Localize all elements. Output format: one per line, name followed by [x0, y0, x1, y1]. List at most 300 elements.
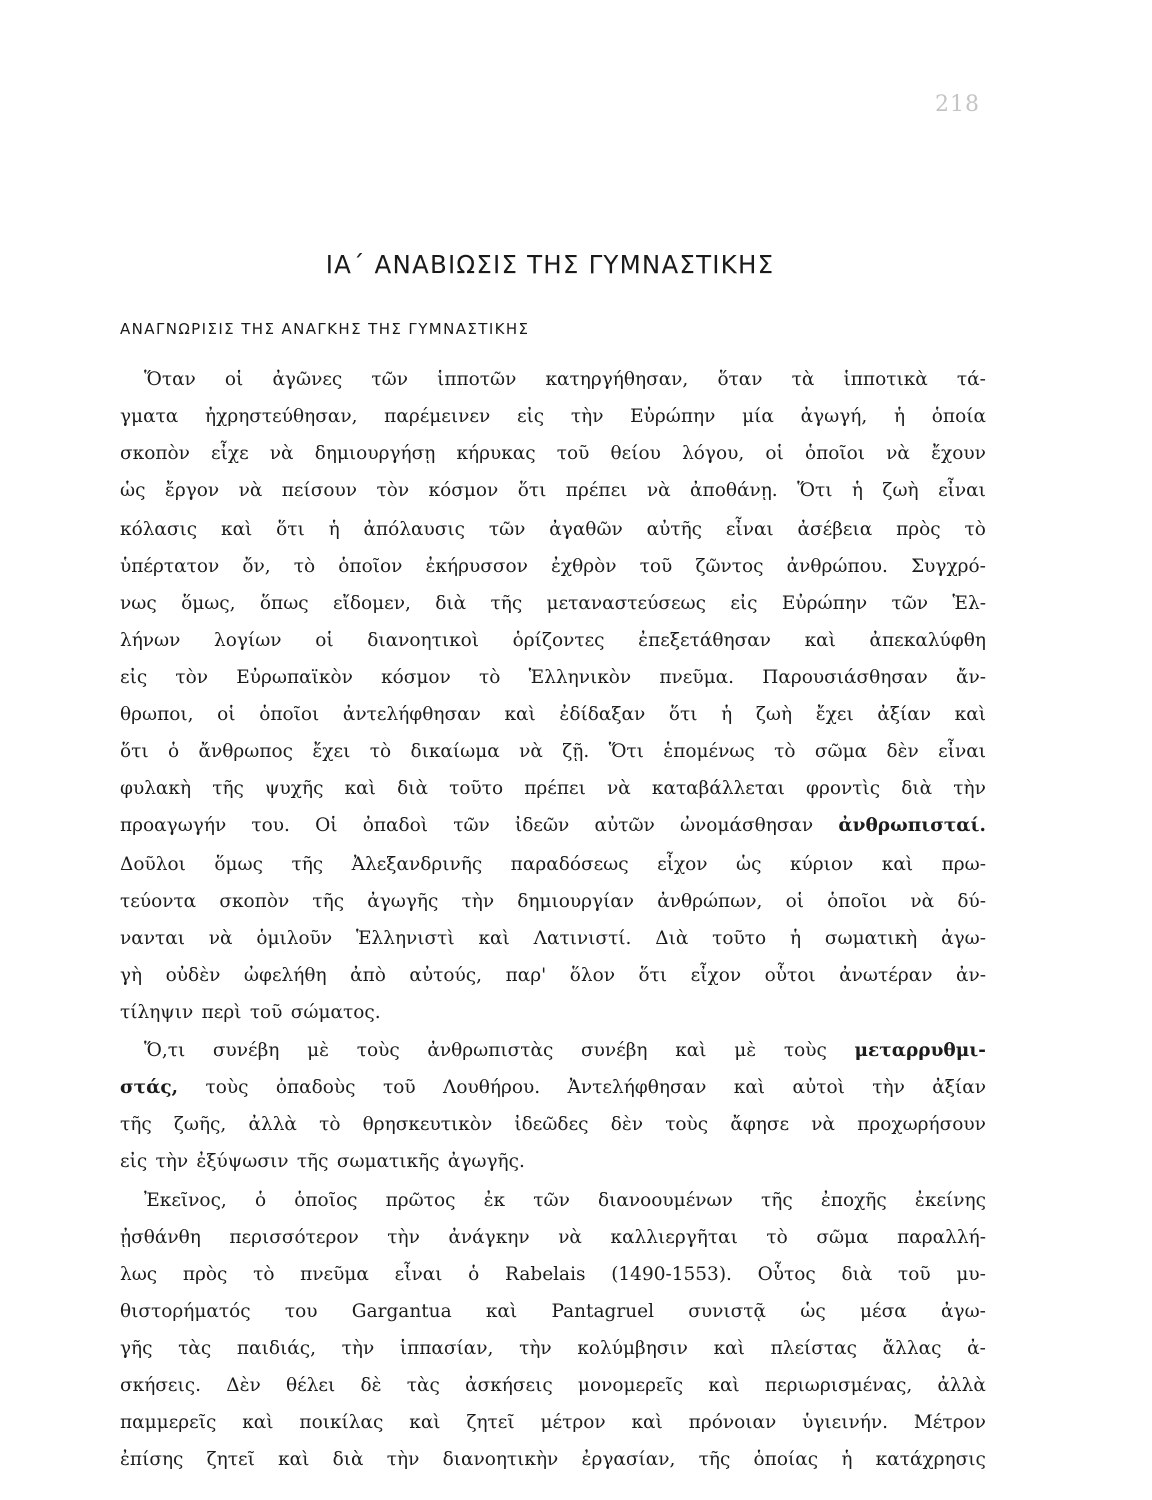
word: ἔχει: [312, 741, 351, 762]
text-line: [120, 1409, 986, 1437]
word: διὰ: [841, 1264, 873, 1285]
word: (1490-1553).: [611, 1264, 732, 1285]
word: κύριον: [789, 854, 854, 875]
word: ἐκήρυσσον: [425, 556, 528, 577]
word: ἠχρηστεύθησαν,: [205, 406, 358, 427]
word: μὲ: [307, 1040, 330, 1061]
word: τοῦ: [556, 443, 590, 464]
word: τῆς: [761, 1190, 793, 1211]
word: ᾐσθάνθη: [120, 1227, 201, 1248]
word: θέλει: [285, 1375, 336, 1396]
text-line: [120, 1298, 986, 1326]
word: ἀπεκαλύφθη: [869, 630, 986, 651]
word: τῆς: [296, 1151, 329, 1172]
word: εἶναι: [938, 480, 986, 501]
word: ὅταν: [717, 369, 763, 390]
word: σκοπὸν: [219, 891, 290, 912]
word: νὰ: [238, 480, 263, 501]
word: Διὰ: [655, 928, 689, 949]
word: ἱπποτῶν: [437, 369, 517, 390]
word: γὴ: [120, 965, 143, 986]
word: ὄν,: [242, 556, 271, 577]
word: παμμερεῖς: [120, 1412, 217, 1433]
word: ἀντελήφθησαν: [342, 704, 481, 725]
word: ἰδεῶδες: [514, 1114, 589, 1135]
word: Ὅταν: [144, 369, 196, 390]
word: τὴν: [570, 406, 604, 427]
word: ποικίλας: [299, 1412, 384, 1433]
emphasized-word: ἀνθρωπισταί.: [838, 815, 986, 836]
word: τῆς: [312, 891, 345, 912]
word: τὸν: [175, 667, 209, 688]
word: ἡ: [328, 519, 340, 540]
word: ψυχῆς: [265, 778, 324, 799]
word: λήνων: [120, 630, 181, 651]
word: ὅλον: [569, 965, 615, 986]
word: τοῦ: [382, 1077, 416, 1098]
emphasized-word: μεταρρυθμι-: [854, 1040, 986, 1061]
word: γῆς: [120, 1338, 153, 1359]
word: δὲν: [886, 741, 919, 762]
word: τῶν: [453, 815, 490, 836]
word: ἀγῶνες: [272, 369, 343, 390]
word: κόσμον: [381, 667, 451, 688]
text-line: [144, 1037, 986, 1065]
text-line: [120, 516, 986, 544]
word: του: [284, 1301, 318, 1322]
word: παραδόσεως: [510, 854, 629, 875]
text-line: [120, 590, 986, 618]
word: τὸ: [253, 1264, 275, 1285]
word: ζωὴ: [882, 480, 919, 501]
word: διὰ: [435, 593, 467, 614]
word: σῶμα: [816, 1227, 869, 1248]
word: καὶ: [881, 854, 914, 875]
word: καὶ: [485, 1301, 518, 1322]
word: εἴδομεν,: [333, 593, 411, 614]
word: διανοητικὴν: [442, 1449, 559, 1470]
word: μία: [742, 406, 774, 427]
word: εἰς: [120, 1151, 148, 1172]
word: μονομερεῖς: [577, 1375, 684, 1396]
word: εἶναι: [725, 519, 774, 540]
word: καὶ: [631, 1412, 663, 1433]
word: ἐχθρὸν: [550, 556, 617, 577]
word: ὑγιεινήν.: [802, 1412, 888, 1433]
word: ἡ: [789, 928, 802, 949]
word: ζητεῖ: [466, 1412, 515, 1433]
word: πρὸς: [182, 1264, 228, 1285]
word: τῆς: [291, 854, 324, 875]
word: ὁρίζοντες: [512, 630, 605, 651]
word: ὅτι: [120, 741, 149, 762]
word: ὁποία: [931, 406, 986, 427]
word: κατάχρησις: [875, 1449, 986, 1470]
word: τῶν: [891, 593, 929, 614]
word: ἀσκήσεις: [465, 1375, 553, 1396]
text-line: [120, 999, 986, 1027]
word: τίληψιν: [120, 1002, 194, 1023]
word: ὅτι: [517, 480, 547, 501]
word: οἱ: [315, 630, 334, 651]
word: πρέπει: [524, 778, 586, 799]
word: ἀξίαν: [877, 704, 932, 725]
word: ἀγω-: [941, 928, 986, 949]
word: νανται: [120, 928, 185, 949]
word: ἐπίσης: [120, 1449, 184, 1470]
word: γματα: [120, 406, 179, 427]
word: ἀγω-: [941, 1301, 986, 1322]
word: δημιουργίαν: [517, 891, 635, 912]
word: του.: [251, 815, 290, 836]
word: καὶ: [344, 778, 376, 799]
word: τὴν: [386, 1449, 420, 1470]
word: ὀπαδοὶ: [362, 815, 429, 836]
text-line: [120, 962, 986, 990]
word: ἀγωγῆς.: [447, 1151, 525, 1172]
word: ἐκ: [483, 1190, 506, 1211]
word: οἱ: [765, 443, 784, 464]
word: τῶν: [371, 369, 408, 390]
word: ἀνθρωπιστὰς: [427, 1040, 554, 1061]
word: Ἐκεῖνος,: [144, 1190, 227, 1211]
word: Λατινιστί.: [533, 928, 632, 949]
word: εἶχον: [690, 965, 742, 986]
word: καλλιεργῆται: [610, 1227, 738, 1248]
word: ἀλλὰ: [248, 1114, 297, 1135]
word: μὲ: [734, 1040, 757, 1061]
word: πείσουν: [281, 480, 358, 501]
word: τὸ: [774, 741, 796, 762]
word: Εὐρωπαϊκὸν: [236, 667, 353, 688]
word: νως: [120, 593, 157, 614]
word: Ὅτι: [797, 480, 833, 501]
word: πρόνοιαν: [688, 1412, 777, 1433]
word: λόγου,: [682, 443, 745, 464]
word: περὶ: [201, 1002, 242, 1023]
word: ἀνθρώπων,: [657, 891, 763, 912]
text-line: [120, 1446, 986, 1474]
word: θρωποι,: [120, 704, 194, 725]
word: τά-: [956, 369, 986, 390]
word: καὶ: [278, 1449, 310, 1470]
word: ἄνθρωπος: [198, 741, 293, 762]
word: ὠφελήθη: [243, 965, 327, 986]
word: καὶ: [954, 704, 986, 725]
word: εἶχον: [657, 854, 708, 875]
word: ἡ: [721, 704, 733, 725]
word: ὑπέρτατον: [120, 556, 220, 577]
word: σωματικῆς: [336, 1151, 440, 1172]
word: συνέβη: [212, 1040, 280, 1061]
word: ὅμως: [214, 854, 263, 875]
word: μέσα: [860, 1301, 907, 1322]
word: Λουθήρου.: [443, 1077, 541, 1098]
word: Συγχρό-: [911, 556, 986, 577]
word: τῆς: [120, 1114, 152, 1135]
word: τῶν: [533, 1190, 570, 1211]
word: ἔργον: [164, 480, 220, 501]
word: προαγωγήν: [120, 815, 227, 836]
word: Μέτρον: [913, 1412, 986, 1433]
word: ἐποχῆς: [820, 1190, 887, 1211]
word: ὅμως,: [181, 593, 236, 614]
word: ἄφησε: [730, 1114, 790, 1135]
word: κολύμβησιν: [577, 1338, 688, 1359]
word: ἀξίαν: [932, 1077, 986, 1098]
word: τὸ: [369, 741, 392, 762]
text-line: [120, 888, 986, 916]
word: κόλασις: [120, 519, 198, 540]
word: καὶ: [478, 928, 510, 949]
word: ὁ: [168, 741, 180, 762]
word: καταβάλλεται: [651, 778, 785, 799]
emphasized-word: στάς,: [120, 1077, 179, 1098]
word: ὡς: [736, 854, 762, 875]
word: ὅτι: [276, 519, 305, 540]
word: αὐτῆς: [646, 519, 703, 540]
word: καὶ: [675, 1040, 707, 1061]
word: αὐτῶν: [594, 815, 655, 836]
word: Ἑλ-: [952, 593, 986, 614]
word: καὶ: [504, 704, 536, 725]
text-line: [120, 1335, 986, 1363]
word: ἀπὸ: [350, 965, 386, 986]
word: ἐργασίαν,: [581, 1449, 676, 1470]
word: τὰς: [178, 1338, 212, 1359]
word: τὴν: [953, 778, 986, 799]
text-line: [120, 1148, 986, 1176]
word: νὰ: [269, 443, 294, 464]
word: φυλακὴ: [120, 778, 192, 799]
word: περιωρισμένας,: [764, 1375, 913, 1396]
word: Ἀλεξανδρινῆς: [351, 854, 483, 875]
word: πρω-: [941, 854, 986, 875]
word: συνιστᾷ: [688, 1301, 767, 1322]
word: πνεῦμα.: [659, 667, 735, 688]
word: διὰ: [397, 778, 428, 799]
word: τὸ: [319, 1114, 341, 1135]
word: τῶν: [488, 519, 526, 540]
word: τὴν: [341, 1338, 375, 1359]
word: διανοητικοὶ: [367, 630, 480, 651]
word: ὡς: [120, 480, 146, 501]
word: τὸ: [479, 667, 501, 688]
word: ἀνθρώπου.: [786, 556, 888, 577]
text-line: [144, 1187, 986, 1215]
word: ζῶντος: [695, 556, 764, 577]
word: παρέμεινεν: [384, 406, 491, 427]
word: Ἑλληνιστὶ: [355, 928, 455, 949]
word: εἰς: [120, 667, 148, 688]
word: ἀπόλαυσις: [363, 519, 466, 540]
word: Gargantua: [351, 1301, 452, 1322]
text-line: [120, 925, 986, 953]
word: ὁμιλοῦν: [256, 928, 333, 949]
word: διὰ: [901, 778, 933, 799]
word: κατηργήθησαν,: [545, 369, 689, 390]
word: οἱ: [224, 369, 244, 390]
word: θείου: [610, 443, 661, 464]
word: εἰς: [730, 593, 758, 614]
word: ὡς: [800, 1301, 826, 1322]
word: ὀπαδοὺς: [275, 1077, 356, 1098]
word: ἐπεξετάθησαν: [638, 630, 771, 651]
section-title: ΑΝΑΓΝΩΡΙΣΙΣ ΤΗΣ ΑΝΑΓΚΗΣ ΤΗΣ ΓΥΜΝΑΣΤΙΚΗΣ: [120, 320, 530, 338]
word: δὲ: [360, 1375, 382, 1396]
word: ἀσέβεια: [797, 519, 873, 540]
word: καὶ: [733, 1077, 766, 1098]
word: ἰδεῶν: [514, 815, 570, 836]
word: προχωρήσουν: [857, 1114, 986, 1135]
word: τοὺς: [783, 1040, 827, 1061]
word: Δοῦλοι: [120, 854, 186, 875]
word: Οὗτος: [757, 1264, 816, 1285]
word: καὶ: [242, 1412, 274, 1433]
word: πνεῦμα: [300, 1264, 369, 1285]
word: ζητεῖ: [206, 1449, 255, 1470]
word: ἄν-: [955, 667, 986, 688]
word: παρ': [505, 965, 547, 986]
word: ἐξύψωσιν: [196, 1151, 289, 1172]
word: κήρυκας: [456, 443, 536, 464]
text-line: [120, 627, 986, 655]
word: ἡ: [851, 480, 863, 501]
word: οἱ: [217, 704, 236, 725]
word: τὸ: [293, 556, 316, 577]
word: διανοουμένων: [598, 1190, 733, 1211]
word: αὐτοὶ: [792, 1077, 845, 1098]
word: νὰ: [811, 1114, 836, 1135]
word: τὸν: [376, 480, 410, 501]
word: τὰς: [406, 1375, 440, 1396]
word: δύ-: [957, 891, 986, 912]
word: νὰ: [886, 443, 910, 464]
word: ὁποῖοι: [804, 443, 866, 464]
word: ἐκείνης: [914, 1190, 986, 1211]
word: ἡ: [841, 1449, 853, 1470]
word: οὗτοι: [764, 965, 816, 986]
word: τοὺς: [356, 1040, 400, 1061]
word: ὁποῖος: [294, 1190, 358, 1211]
word: Ἑλληνικὸν: [528, 667, 632, 688]
word: τὴν: [519, 1338, 552, 1359]
word: νὰ: [646, 480, 671, 501]
text-line: [120, 403, 986, 431]
word: τοῦ: [898, 1264, 931, 1285]
word: καὶ: [713, 1338, 745, 1359]
word: ἀλλὰ: [937, 1375, 986, 1396]
word: νὰ: [910, 891, 935, 912]
word: παραλλή-: [897, 1227, 986, 1248]
word: τὰ: [791, 369, 815, 390]
word: ἔχει: [815, 704, 854, 725]
word: τῆς: [490, 593, 523, 614]
word: δὲν: [610, 1114, 644, 1135]
word: σκοπὸν: [120, 443, 190, 464]
word: τοῦτο: [449, 778, 504, 799]
word: θρησκευτικὸν: [362, 1114, 493, 1135]
word: λογίων: [214, 630, 282, 651]
word: νὰ: [519, 741, 543, 762]
word: ἀνάγκην: [448, 1227, 530, 1248]
word: Παρουσιάσθησαν: [762, 667, 928, 688]
word: ὁποῖον: [338, 556, 403, 577]
word: ζωῆς,: [173, 1114, 227, 1135]
text-line: [120, 701, 986, 729]
word: Εὐρώπην: [781, 593, 868, 614]
word: ὅπως: [259, 593, 309, 614]
word: τὴν: [155, 1151, 189, 1172]
word: ἐδίδαξαν: [559, 704, 646, 725]
word: ὠνομάσθησαν: [679, 815, 814, 836]
word: Pantagruel: [551, 1301, 654, 1322]
word: νὰ: [607, 778, 631, 799]
word: καὶ: [804, 630, 836, 651]
word: τὴν: [387, 1227, 420, 1248]
word: εἶναι: [938, 741, 986, 762]
word: τὸ: [964, 519, 986, 540]
word: Ὅτι: [608, 741, 644, 762]
word: μέτρον: [540, 1412, 606, 1433]
word: Ἀντελήφθησαν: [567, 1077, 707, 1098]
word: ἔχουν: [931, 443, 986, 464]
word: Οἱ: [315, 815, 338, 836]
word: ὁποῖοι: [259, 704, 320, 725]
word: ὁποίας: [753, 1449, 819, 1470]
text-line: [120, 812, 986, 840]
text-line: [120, 1224, 986, 1252]
word: ὁ: [468, 1264, 480, 1285]
word: σωματικὴ: [824, 928, 918, 949]
word: Εὐρώπην: [630, 406, 716, 427]
text-line: [120, 1074, 986, 1102]
chapter-title: ΙΑ΄ ΑΝΑΒΙΩΣΙΣ ΤΗΣ ΓΥΜΝΑΣΤΙΚΗΣ: [325, 250, 775, 279]
word: ἀγωγή,: [800, 406, 868, 427]
word: οὐδὲν: [165, 965, 221, 986]
word: συνέβη: [581, 1040, 648, 1061]
word: τοὺς: [665, 1114, 709, 1135]
word: τῆς: [212, 778, 244, 799]
word: εἶχε: [211, 443, 249, 464]
word: δημιουργήσῃ: [314, 443, 436, 464]
word: οἱ: [785, 891, 804, 912]
word: λως: [120, 1264, 158, 1285]
word: ἀγαθῶν: [549, 519, 623, 540]
word: φροντὶς: [806, 778, 881, 799]
word: νὰ: [208, 928, 233, 949]
word: ἀγωγῆς: [367, 891, 439, 912]
word: καὶ: [708, 1375, 740, 1396]
word: δικαίωμα: [410, 741, 500, 762]
word: ἀποθάνῃ.: [690, 480, 778, 501]
text-line: [120, 851, 986, 879]
word: ἡ: [893, 406, 906, 427]
word: τὴν: [872, 1077, 905, 1098]
word: τοὺς: [205, 1077, 249, 1098]
word: τὸ: [766, 1227, 788, 1248]
text-line: [120, 664, 986, 692]
word: Rabelais: [504, 1264, 586, 1285]
word: ὅτι: [638, 965, 668, 986]
word: ὅτι: [668, 704, 698, 725]
word: ζῇ.: [562, 741, 590, 762]
text-line: [120, 477, 986, 505]
text-line: [144, 366, 986, 394]
word: ὁ: [254, 1190, 267, 1211]
word: τοῦ: [249, 1002, 283, 1023]
word: περισσότερον: [229, 1227, 359, 1248]
